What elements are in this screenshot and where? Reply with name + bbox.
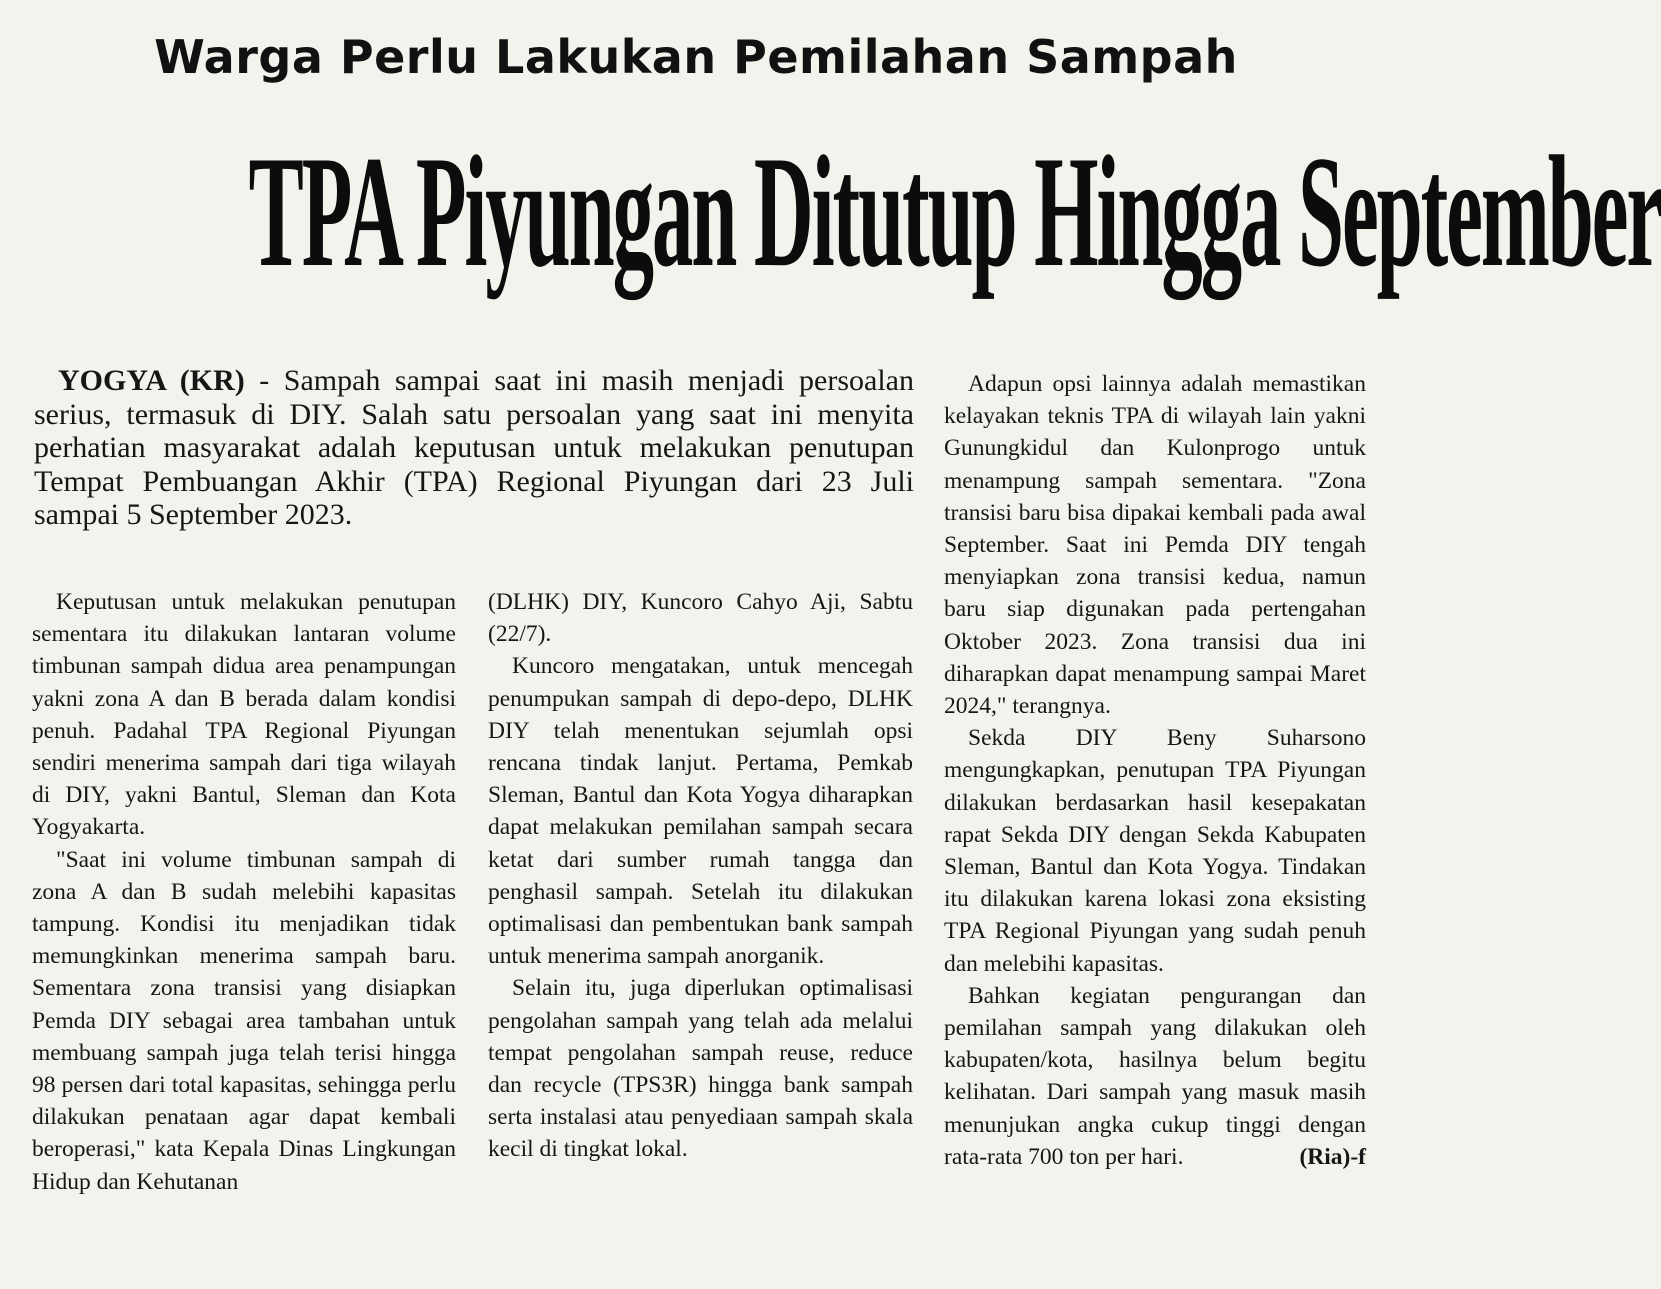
body-paragraph	[944, 980, 1366, 1173]
body-column-3	[944, 368, 1366, 1173]
body-text: Bahkan kegiatan pengurangan dan pemilahan sampah yang dilakukan oleh kabupaten/kota, hasilnya belum begitu kelihatan. Dari sampah yang masuk masih menunjukan angka cukup tinggi dengan rata-rata 700 ton per hari.	[944, 982, 1366, 1170]
body-paragraph: "Saat ini volume timbunan sampah di zona A dan B sudah melebihi kapasitas tampung. Kondisi itu menjadikan tidak memungkinkan menerima sampah baru. Sementara zona transisi yang disiapkan Pemda DIY sebagai area tambahan untuk membuang sampah juga telah terisi hingga 98 persen dari total kapasitas, sehingga perlu dilakukan penataan agar dapat kembali beroperasi," kata Kepala Dinas Lingkungan Hidup dan Kehutanan	[32, 846, 456, 1195]
body-column-1	[32, 586, 456, 1198]
body-paragraph: Keputusan untuk melakukan penutupan sementara itu dilakukan lantaran volume timbunan sampah didua area penampungan yakni zona A dan B berada dalam kondisi penuh. Padahal TPA Regional Piyungan sendiri menerima sampah dari tiga wilayah di DIY, yakni Bantul, Sleman dan Kota Yogyakarta.	[32, 589, 456, 841]
body-paragraph: Kuncoro mengatakan, untuk mencegah penumpukan sampah di depo-depo, DLHK DIY telah menentukan sejumlah opsi rencana tindak lanjut. Pertama, Pemkab Sleman, Bantul dan Kota Yogya diharapkan dapat melakukan pemilahan sampah secara ketat dari sumber rumah tangga dan penghasil sampah. Setelah itu dilakukan optimalisasi dan pembentukan bank sampah untuk menerima sampah anorganik.	[488, 653, 913, 970]
lede-paragraph	[34, 364, 914, 532]
lede-text: - Sampah sampai saat ini masih menjadi persoalan serius, termasuk di DIY. Salah satu persoalan yang saat ini menyita perhatian masyarakat adalah keputusan untuk melakukan penutupan Tempat Pembuangan Akhir (TPA) Regional Piyungan dari 23 Juli sampai 5 September 2023.	[34, 364, 914, 531]
byline: (Ria)-f	[1299, 1143, 1366, 1170]
body-paragraph: Adapun opsi lainnya adalah memastikan kelayakan teknis TPA di wilayah lain yakni Gunungkidul dan Kulonprogo untuk menampung sampah sementara. "Zona transisi baru bisa dipakai kembali pada awal September. Saat ini Pemda DIY tengah menyiapkan zona transisi kedua, namun baru siap digunakan pada pertengahan Oktober 2023. Zona transisi dua ini diharapkan dapat menampung sampai Maret 2024," terangnya.	[944, 371, 1366, 720]
body-paragraph: Selain itu, juga diperlukan optimalisasi pengolahan sampah yang telah ada melalui tempat pengolahan sampah reuse, reduce dan recycle (TPS3R) hingga bank sampah serta instalasi atau penyediaan sampah skala kecil di tingkat lokal.	[488, 975, 913, 1163]
body-paragraph: Sekda DIY Beny Suharsono mengungkapkan, penutupan TPA Piyungan dilakukan berdasarkan hasil kesepakatan rapat Sekda DIY dengan Sekda Kabupaten Sleman, Bantul dan Kota Yogya. Tindakan itu dilakukan karena lokasi zona eksisting TPA Regional Piyungan yang sudah penuh dan melebihi kapasitas.	[944, 725, 1366, 977]
body-paragraph: (DLHK) DIY, Kuncoro Cahyo Aji, Sabtu (22/7).	[488, 589, 913, 648]
article-headline: TPA Piyungan Ditutup Hingga September	[248, 122, 1661, 300]
body-column-2	[488, 586, 913, 1166]
article-kicker: Warga Perlu Lakukan Pemilahan Sampah	[154, 30, 1238, 84]
dateline: YOGYA (KR)	[58, 364, 245, 397]
article-lede	[34, 364, 914, 532]
